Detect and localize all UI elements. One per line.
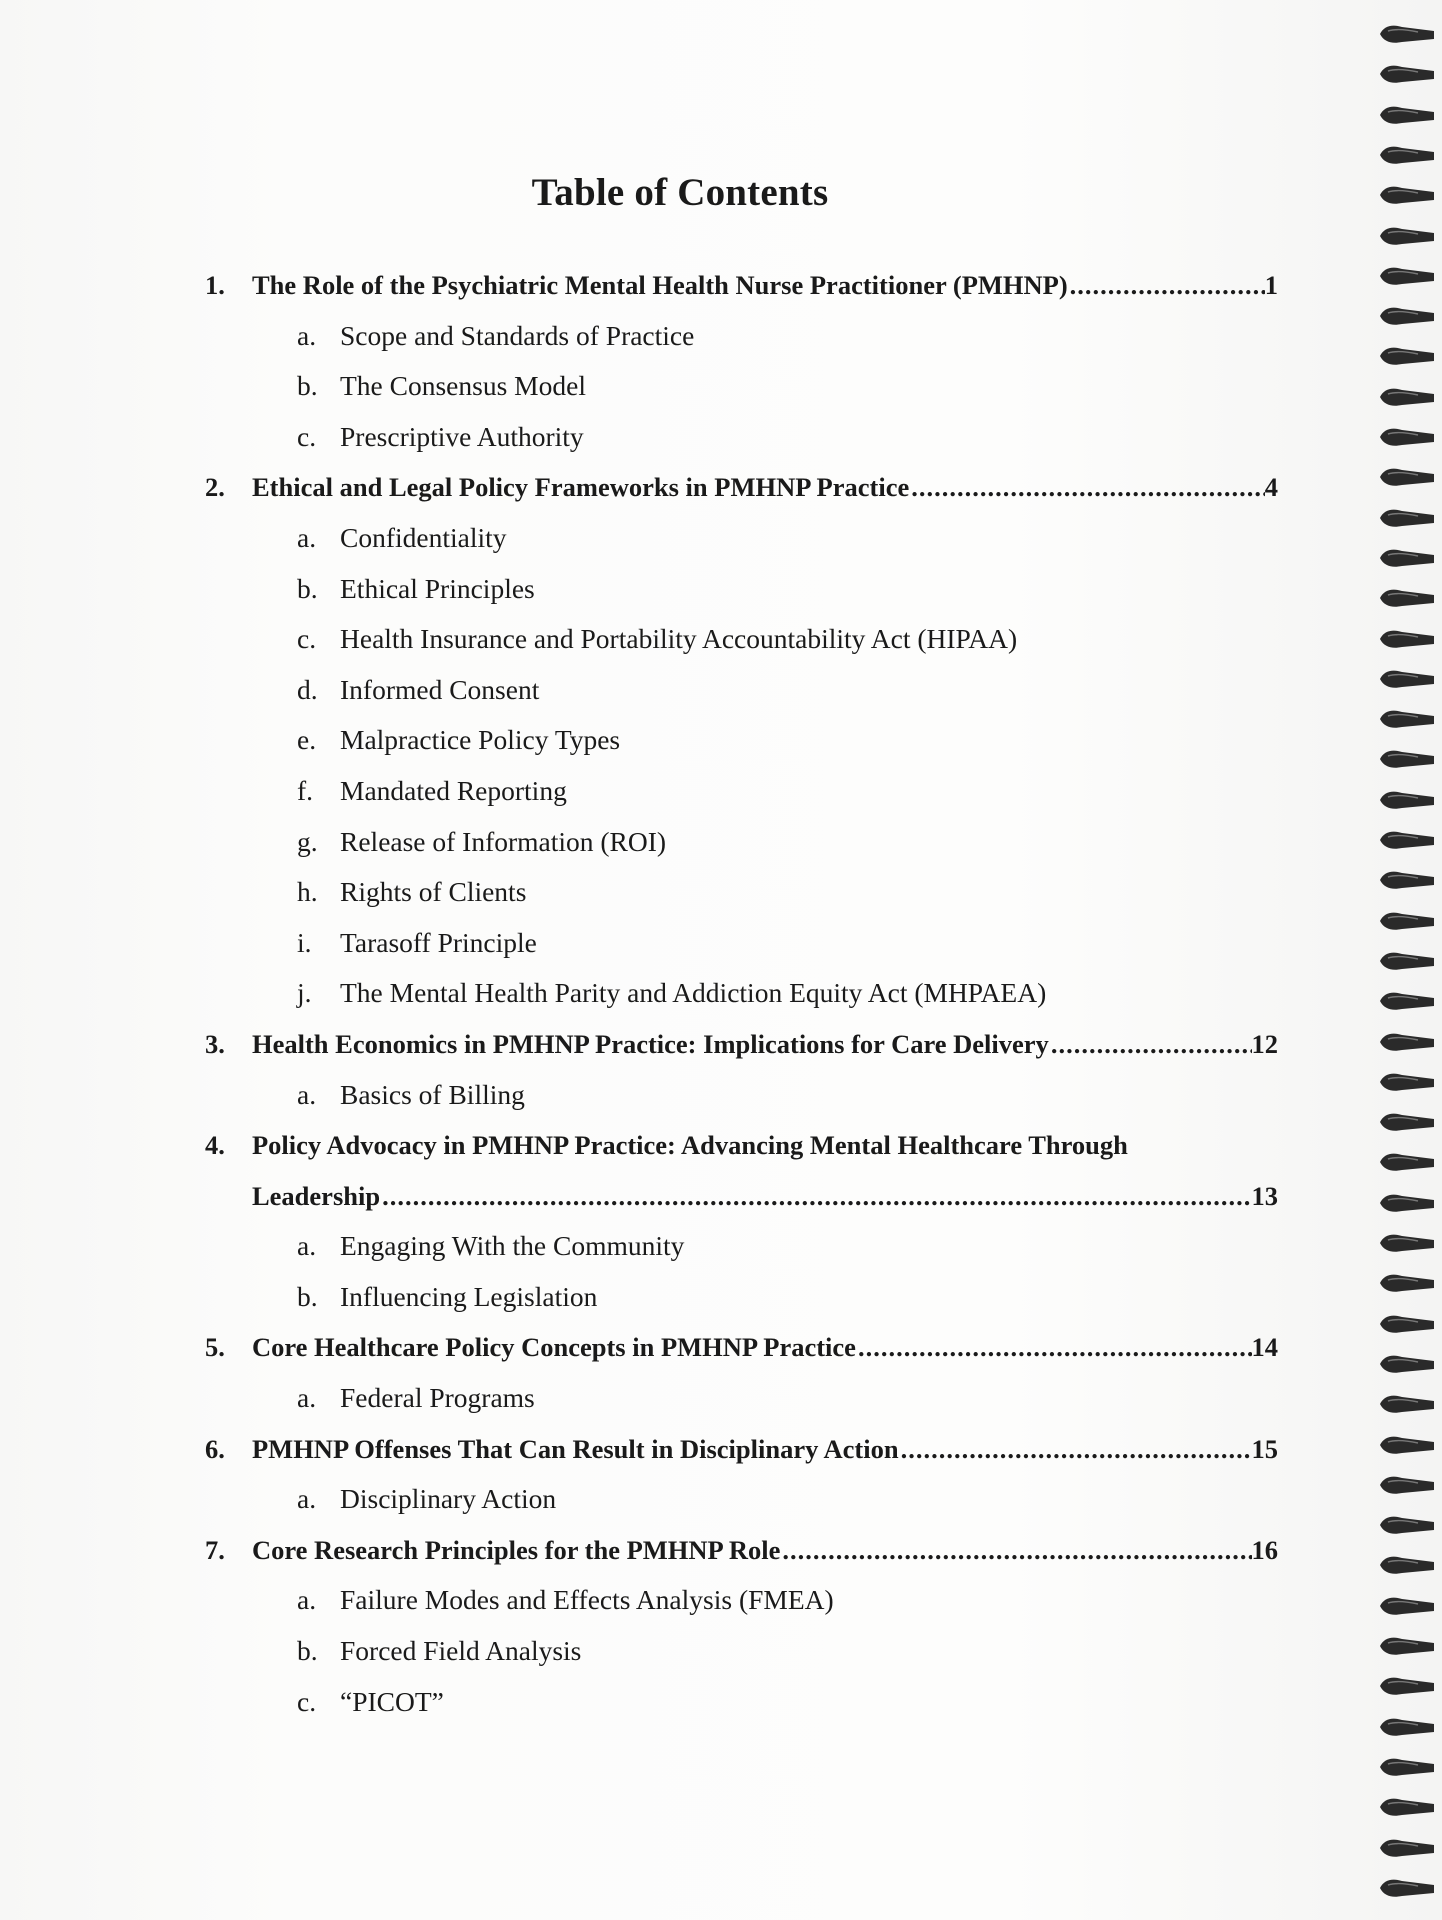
toc-subsection[interactable] <box>205 1626 1278 1677</box>
subsection-title: Scope and Standards of Practice <box>340 319 695 351</box>
leader-dots <box>909 462 1265 513</box>
toc-subsection[interactable] <box>205 1373 1278 1424</box>
leader-dots <box>1049 1019 1252 1070</box>
section-title: Policy Advocacy in PMHNP Practice: Advancing Mental Healthcare Through <box>252 1130 1128 1161</box>
section-title-continued: Leadership <box>252 1180 381 1211</box>
table-of-contents <box>205 260 1278 1727</box>
subsection-letter: a. <box>297 1584 317 1616</box>
section-title: Core Research Principles for the PMHNP Role <box>252 1534 781 1565</box>
toc-subsection[interactable] <box>205 412 1278 463</box>
toc-subsection[interactable] <box>205 867 1278 918</box>
subsection-title: The Mental Health Parity and Addiction Equity Act (MHPAEA) <box>340 977 1047 1009</box>
toc-subsection[interactable] <box>205 1221 1278 1272</box>
section-number: 7. <box>205 1534 225 1565</box>
spiral-coil-icon <box>1378 1674 1436 1698</box>
subsection-title: Mandated Reporting <box>340 774 567 806</box>
section-number: 3. <box>205 1028 225 1059</box>
spiral-coil-icon <box>1378 1231 1436 1255</box>
spiral-coil-icon <box>1378 1553 1436 1577</box>
subsection-title: Health Insurance and Portability Accountability Act (HIPAA) <box>340 623 1018 655</box>
spiral-coil-icon <box>1378 1594 1436 1618</box>
subsection-title: “PICOT” <box>340 1685 444 1717</box>
leader-dots <box>856 1322 1252 1373</box>
toc-subsection[interactable] <box>205 614 1278 665</box>
spiral-coil-icon <box>1378 1513 1436 1537</box>
spiral-coil-icon <box>1378 143 1436 167</box>
subsection-letter: d. <box>297 673 318 705</box>
spiral-coil-icon <box>1378 62 1436 86</box>
toc-section-4-continued[interactable] <box>205 1171 1278 1222</box>
subsection-letter: c. <box>297 420 317 452</box>
toc-section-1[interactable] <box>205 260 1278 311</box>
section-number: 4. <box>205 1130 225 1161</box>
page-title: Table of Contents <box>531 171 829 214</box>
subsection-title: Basics of Billing <box>340 1078 525 1110</box>
toc-subsection[interactable] <box>205 968 1278 1019</box>
toc-section-3[interactable] <box>205 1019 1278 1070</box>
spiral-coil-icon <box>1378 707 1436 731</box>
spiral-coil-icon <box>1378 747 1436 771</box>
spiral-coil-icon <box>1378 304 1436 328</box>
subsection-letter: g. <box>297 825 318 857</box>
subsection-letter: b. <box>297 370 318 402</box>
section-page-number: 1 <box>1264 270 1278 300</box>
spiral-coil-icon <box>1378 788 1436 812</box>
toc-subsection[interactable] <box>205 665 1278 716</box>
spiral-coil-icon <box>1378 1715 1436 1739</box>
spiral-coil-icon <box>1378 344 1436 368</box>
subsection-letter: a. <box>297 1483 317 1515</box>
subsection-letter: a. <box>297 1382 317 1414</box>
subsection-letter: b. <box>297 1280 318 1312</box>
subsection-title: Informed Consent <box>340 673 540 705</box>
subsection-title: Forced Field Analysis <box>340 1635 582 1667</box>
subsection-title: Prescriptive Authority <box>340 420 584 452</box>
spiral-coil-icon <box>1378 1392 1436 1416</box>
subsection-title: Ethical Principles <box>340 572 535 604</box>
spiral-coil-icon <box>1378 183 1436 207</box>
subsection-letter: a. <box>297 319 317 351</box>
section-number: 6. <box>205 1433 225 1464</box>
toc-section-6[interactable] <box>205 1424 1278 1475</box>
spiral-coil-icon <box>1378 506 1436 530</box>
toc-subsection[interactable] <box>205 361 1278 412</box>
spiral-coil-icon <box>1378 1191 1436 1215</box>
subsection-letter: a. <box>297 1078 317 1110</box>
subsection-title: Engaging With the Community <box>340 1230 685 1262</box>
spiral-coil-icon <box>1378 989 1436 1013</box>
subsection-letter: b. <box>297 1635 318 1667</box>
spiral-coil-icon <box>1378 828 1436 852</box>
spiral-coil-icon <box>1378 1070 1436 1094</box>
subsection-letter: c. <box>297 623 317 655</box>
spiral-coil-icon <box>1378 1473 1436 1497</box>
toc-section-2[interactable] <box>205 462 1278 513</box>
subsection-title: Malpractice Policy Types <box>340 724 621 756</box>
subsection-letter: b. <box>297 572 318 604</box>
toc-section-7[interactable] <box>205 1525 1278 1576</box>
section-number: 2. <box>205 472 225 503</box>
section-page-number: 4 <box>1264 472 1278 503</box>
spiral-coil-icon <box>1378 1634 1436 1658</box>
toc-section-4[interactable] <box>205 1120 1278 1171</box>
section-page-number: 13 <box>1251 1180 1278 1211</box>
toc-section-5[interactable] <box>205 1322 1278 1373</box>
subsection-letter: c. <box>297 1685 317 1717</box>
section-title: Ethical and Legal Policy Frameworks in PMHNP Practice <box>252 472 910 503</box>
toc-subsection[interactable] <box>205 766 1278 817</box>
toc-subsection[interactable] <box>205 1272 1278 1323</box>
section-title: PMHNP Offenses That Can Result in Disciplinary Action <box>252 1433 899 1464</box>
toc-subsection[interactable] <box>205 1474 1278 1525</box>
subsection-title: Failure Modes and Effects Analysis (FMEA) <box>340 1584 834 1616</box>
spiral-coil-icon <box>1378 465 1436 489</box>
section-number: 5. <box>205 1332 225 1363</box>
spiral-coil-icon <box>1378 22 1436 46</box>
leader-dots <box>1068 260 1265 311</box>
spiral-coil-icon <box>1378 667 1436 691</box>
subsection-letter: j. <box>297 977 312 1009</box>
subsection-letter: e. <box>297 724 317 756</box>
spiral-coil-icon <box>1378 909 1436 933</box>
subsection-title: Confidentiality <box>340 521 507 553</box>
toc-subsection[interactable] <box>205 1677 1278 1728</box>
leader-dots <box>780 1525 1251 1576</box>
section-number: 1. <box>205 270 225 300</box>
toc-subsection[interactable] <box>205 513 1278 564</box>
leader-dots <box>380 1171 1251 1222</box>
spiral-coil-icon <box>1378 103 1436 127</box>
spiral-coil-icon <box>1378 1836 1436 1860</box>
spiral-coil-icon <box>1378 949 1436 973</box>
section-page-number: 12 <box>1251 1028 1278 1059</box>
spiral-coil-icon <box>1378 425 1436 449</box>
subsection-letter: f. <box>297 774 314 806</box>
spiral-coil-icon <box>1378 264 1436 288</box>
spiral-coil-icon <box>1378 224 1436 248</box>
subsection-letter: h. <box>297 876 318 908</box>
toc-subsection[interactable] <box>205 918 1278 969</box>
section-page-number: 15 <box>1251 1433 1278 1464</box>
toc-subsection[interactable] <box>205 817 1278 868</box>
spiral-coil-icon <box>1378 1433 1436 1457</box>
spiral-coil-icon <box>1378 385 1436 409</box>
section-title: Core Healthcare Policy Concepts in PMHNP Practice <box>252 1332 856 1363</box>
section-page-number: 16 <box>1251 1534 1278 1565</box>
section-title: The Role of the Psychiatric Mental Health Nurse Practitioner (PMHNP) <box>252 270 1068 300</box>
toc-subsection[interactable] <box>205 311 1278 362</box>
toc-subsection[interactable] <box>205 564 1278 615</box>
subsection-letter: i. <box>297 926 312 958</box>
spiral-coil-icon <box>1378 1110 1436 1134</box>
spiral-coil-icon <box>1378 546 1436 570</box>
toc-subsection[interactable] <box>205 1575 1278 1626</box>
spiral-coil-icon <box>1378 1312 1436 1336</box>
spiral-coil-icon <box>1378 868 1436 892</box>
spiral-coil-icon <box>1378 1150 1436 1174</box>
spiral-coil-icon <box>1378 1795 1436 1819</box>
subsection-title: Rights of Clients <box>340 876 527 908</box>
subsection-title: Influencing Legislation <box>340 1280 598 1312</box>
subsection-title: Tarasoff Principle <box>340 926 537 958</box>
leader-dots <box>899 1424 1252 1475</box>
subsection-title: Federal Programs <box>340 1382 535 1414</box>
section-page-number: 14 <box>1251 1332 1278 1363</box>
spiral-coil-icon <box>1378 1755 1436 1779</box>
subsection-letter: a. <box>297 1230 317 1262</box>
subsection-letter: a. <box>297 521 317 553</box>
section-title: Health Economics in PMHNP Practice: Implications for Care Delivery <box>252 1028 1049 1059</box>
toc-subsection[interactable] <box>205 715 1278 766</box>
spiral-coil-icon <box>1378 1030 1436 1054</box>
spiral-coil-icon <box>1378 1352 1436 1376</box>
toc-subsection[interactable] <box>205 1070 1278 1121</box>
spiral-coil-icon <box>1378 1271 1436 1295</box>
subsection-title: The Consensus Model <box>340 370 586 402</box>
subsection-title: Disciplinary Action <box>340 1483 557 1515</box>
subsection-title: Release of Information (ROI) <box>340 825 667 857</box>
spiral-coil-icon <box>1378 627 1436 651</box>
spiral-coil-icon <box>1378 586 1436 610</box>
spiral-coil-icon <box>1378 1876 1436 1900</box>
spiral-binding-icon <box>1372 0 1442 1920</box>
